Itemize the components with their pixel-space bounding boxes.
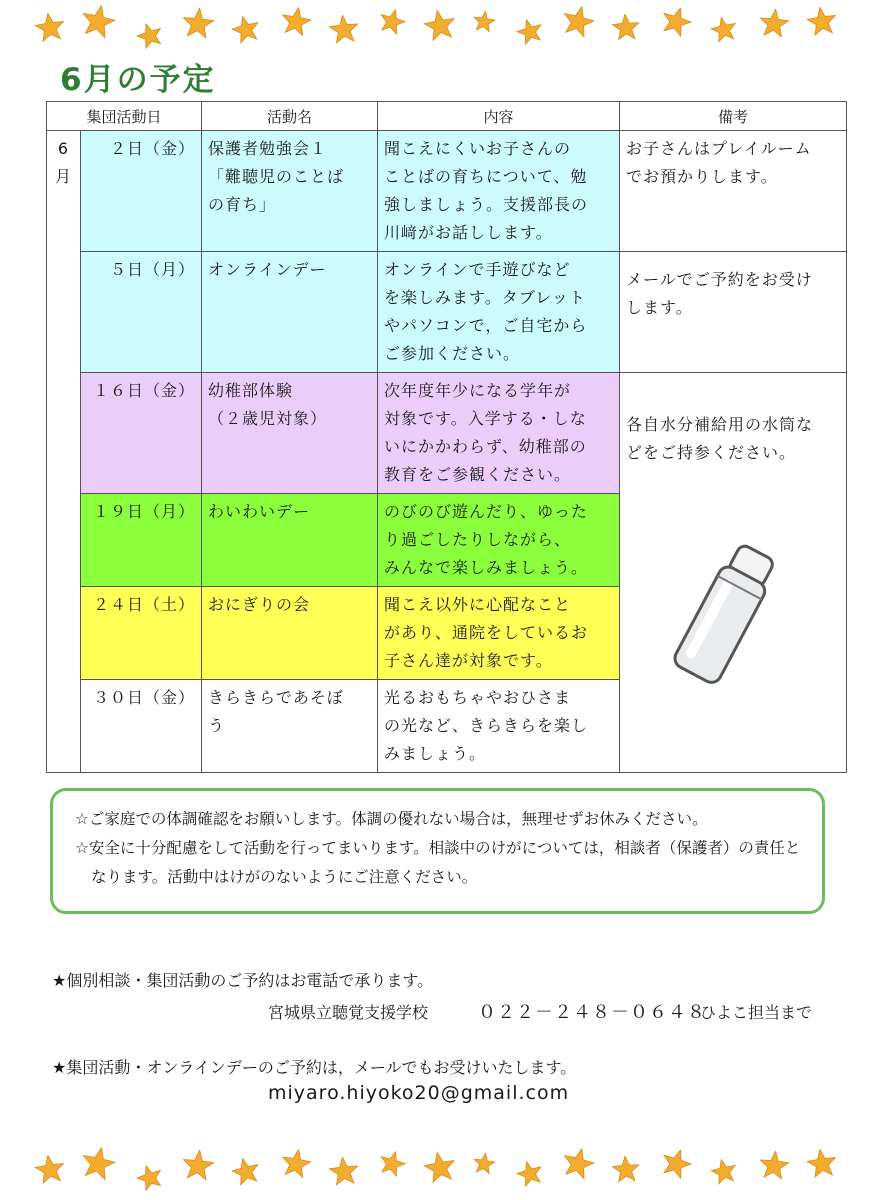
star-icon bbox=[134, 20, 167, 53]
star-icon bbox=[279, 5, 314, 40]
note-line: メールでご予約をお受け bbox=[626, 270, 813, 289]
note-line: お子さんはプレイルーム bbox=[626, 139, 812, 158]
activity-line: （２歳児対象） bbox=[208, 409, 328, 428]
star-icon bbox=[180, 1148, 215, 1183]
star-icon bbox=[376, 6, 408, 38]
date-cell: ２日（金） bbox=[81, 131, 202, 252]
activity-line: の育ち」 bbox=[208, 195, 277, 214]
notice-box bbox=[50, 788, 825, 914]
star-border-top bbox=[0, 6, 871, 46]
star-icon bbox=[657, 1145, 695, 1183]
reservation-email-line: ★集団活動・オンラインデーのご予約は，メールでもお受けいたします。 bbox=[52, 1058, 577, 1077]
content-line: ことばの育ちについて、勉 bbox=[384, 167, 588, 186]
star-icon bbox=[78, 1144, 118, 1184]
activity-line: きらきらであそぼ bbox=[208, 688, 344, 707]
content-line: 光るおもちゃやおひさま bbox=[384, 688, 572, 707]
activity-cell bbox=[202, 494, 378, 587]
email-address[interactable]: miyaro.hiyoko20@gmail.com bbox=[268, 1082, 570, 1104]
date-cell: １９日（月） bbox=[81, 494, 202, 587]
star-border-bottom bbox=[0, 1148, 871, 1188]
star-icon bbox=[758, 8, 791, 41]
star-icon bbox=[421, 1149, 458, 1186]
star-icon bbox=[559, 3, 598, 42]
date-cell: ３０日（金） bbox=[81, 680, 202, 773]
content-line: みましょう。 bbox=[384, 744, 487, 763]
star-icon bbox=[805, 5, 839, 39]
activity-cell bbox=[202, 131, 378, 252]
reservation-phone-line: ★個別相談・集団活動のご予約はお電話で承ります。 bbox=[52, 971, 434, 990]
star-icon bbox=[514, 1158, 546, 1190]
star-icon bbox=[229, 13, 263, 47]
activity-cell bbox=[202, 680, 378, 773]
star-icon bbox=[611, 1155, 641, 1185]
star-icon bbox=[709, 1157, 740, 1188]
content-line: 強しましょう。支援部長の bbox=[384, 195, 589, 214]
activity-cell bbox=[202, 252, 378, 373]
contact-person: ひよこ担当まで bbox=[700, 1003, 813, 1022]
page-title: 6月の予定 bbox=[60, 62, 216, 98]
star-icon bbox=[134, 1162, 167, 1195]
content-cell bbox=[378, 587, 620, 680]
content-line: 川﨑がお話しします。 bbox=[384, 223, 553, 242]
date-cell: ５日（月） bbox=[81, 252, 202, 373]
star-icon bbox=[657, 3, 695, 41]
star-icon bbox=[758, 1150, 791, 1183]
content-line: 教育をご参観ください。 bbox=[384, 465, 572, 484]
content-line: ご参加ください。 bbox=[384, 344, 521, 363]
content-cell bbox=[378, 131, 620, 252]
star-icon bbox=[328, 14, 361, 47]
note-line: します。 bbox=[626, 298, 693, 317]
star-icon bbox=[709, 15, 740, 46]
school-name: 宮城県立聴覚支援学校 bbox=[268, 1003, 429, 1022]
content-line: があり、通院をしているお bbox=[384, 623, 589, 642]
star-icon bbox=[279, 1147, 314, 1182]
water-bottle-icon bbox=[670, 540, 780, 690]
activity-cell bbox=[202, 373, 378, 494]
star-icon bbox=[180, 6, 215, 41]
star-icon bbox=[33, 1153, 67, 1187]
activity-cell bbox=[202, 587, 378, 680]
content-line: のびのび遊んだり、ゆった bbox=[384, 502, 588, 521]
activity-line: 保護者勉強会１ bbox=[208, 139, 328, 158]
content-cell bbox=[378, 680, 620, 773]
table-header-row bbox=[47, 102, 847, 131]
content-line: り過ごしたりしながら、 bbox=[384, 530, 572, 549]
star-icon bbox=[328, 1156, 361, 1189]
star-icon bbox=[472, 1152, 497, 1177]
content-line: 聞こえにくいお子さんの bbox=[384, 139, 572, 158]
activity-line: 幼稚部体験 bbox=[208, 381, 294, 400]
note-line: でお預かりします。 bbox=[626, 167, 778, 186]
content-line: やパソコンで，ご自宅から bbox=[384, 316, 588, 335]
star-icon bbox=[514, 16, 546, 48]
activity-line: おにぎりの会 bbox=[208, 595, 311, 614]
content-cell bbox=[378, 252, 620, 373]
star-icon bbox=[559, 1145, 598, 1184]
note-cell bbox=[620, 252, 847, 373]
month-cell bbox=[47, 131, 81, 773]
month-label: 月 bbox=[54, 167, 72, 186]
header-content: 内容 bbox=[378, 102, 620, 131]
star-icon bbox=[33, 11, 67, 45]
phone-number: ０２２－２４８－０６４８ bbox=[478, 1002, 706, 1023]
content-line: 聞こえ以外に心配なこと bbox=[384, 595, 572, 614]
note-line: どをご持参ください。 bbox=[626, 443, 797, 462]
table-row bbox=[47, 252, 847, 373]
activity-line: わいわいデー bbox=[208, 502, 311, 521]
content-line: オンラインで手遊びなど bbox=[384, 260, 571, 279]
table-row bbox=[47, 373, 847, 494]
header-date: 集団活動日 bbox=[47, 102, 202, 131]
activity-line: 「難聴児のことば bbox=[208, 167, 345, 186]
star-icon bbox=[805, 1147, 839, 1181]
notice-health: ☆ご家庭での体調確認をお願いします。体調の優れない場合は，無理せずお休みください。 bbox=[75, 810, 708, 828]
star-icon bbox=[78, 2, 118, 42]
month-number: 6 bbox=[57, 139, 70, 158]
activity-line: う bbox=[208, 716, 226, 735]
note-cell bbox=[620, 131, 847, 252]
star-icon bbox=[229, 1155, 263, 1189]
star-icon bbox=[472, 10, 497, 35]
notice-safety: ☆安全に十分配慮をして活動を行ってまいります。相談中のけがについては，相談者（保護者）の責任となります。活動中はけがのないようにご注意ください。 bbox=[75, 839, 801, 886]
activity-line: オンラインデー bbox=[208, 260, 327, 279]
star-icon bbox=[421, 7, 458, 44]
content-line: いにかかわらず、幼稚部の bbox=[384, 437, 587, 456]
content-line: 次年度年少になる学年が bbox=[384, 381, 572, 400]
content-line: 対象です。入学する・しな bbox=[384, 409, 587, 428]
content-line: 子さん達が対象です。 bbox=[384, 651, 553, 670]
header-notes: 備考 bbox=[620, 102, 847, 131]
header-activity: 活動名 bbox=[202, 102, 378, 131]
star-icon bbox=[376, 1148, 408, 1180]
note-line: 各自水分補給用の水筒な bbox=[626, 415, 814, 434]
date-cell: １６日（金） bbox=[81, 373, 202, 494]
date-cell: ２４日（土） bbox=[81, 587, 202, 680]
content-cell bbox=[378, 373, 620, 494]
content-cell bbox=[378, 494, 620, 587]
content-line: みんなで楽しみましょう。 bbox=[384, 558, 589, 577]
content-line: の光など、きらきらを楽し bbox=[384, 716, 589, 735]
star-icon bbox=[611, 13, 641, 43]
table-row bbox=[47, 131, 847, 252]
content-line: を楽しみます。タブレット bbox=[384, 288, 586, 307]
